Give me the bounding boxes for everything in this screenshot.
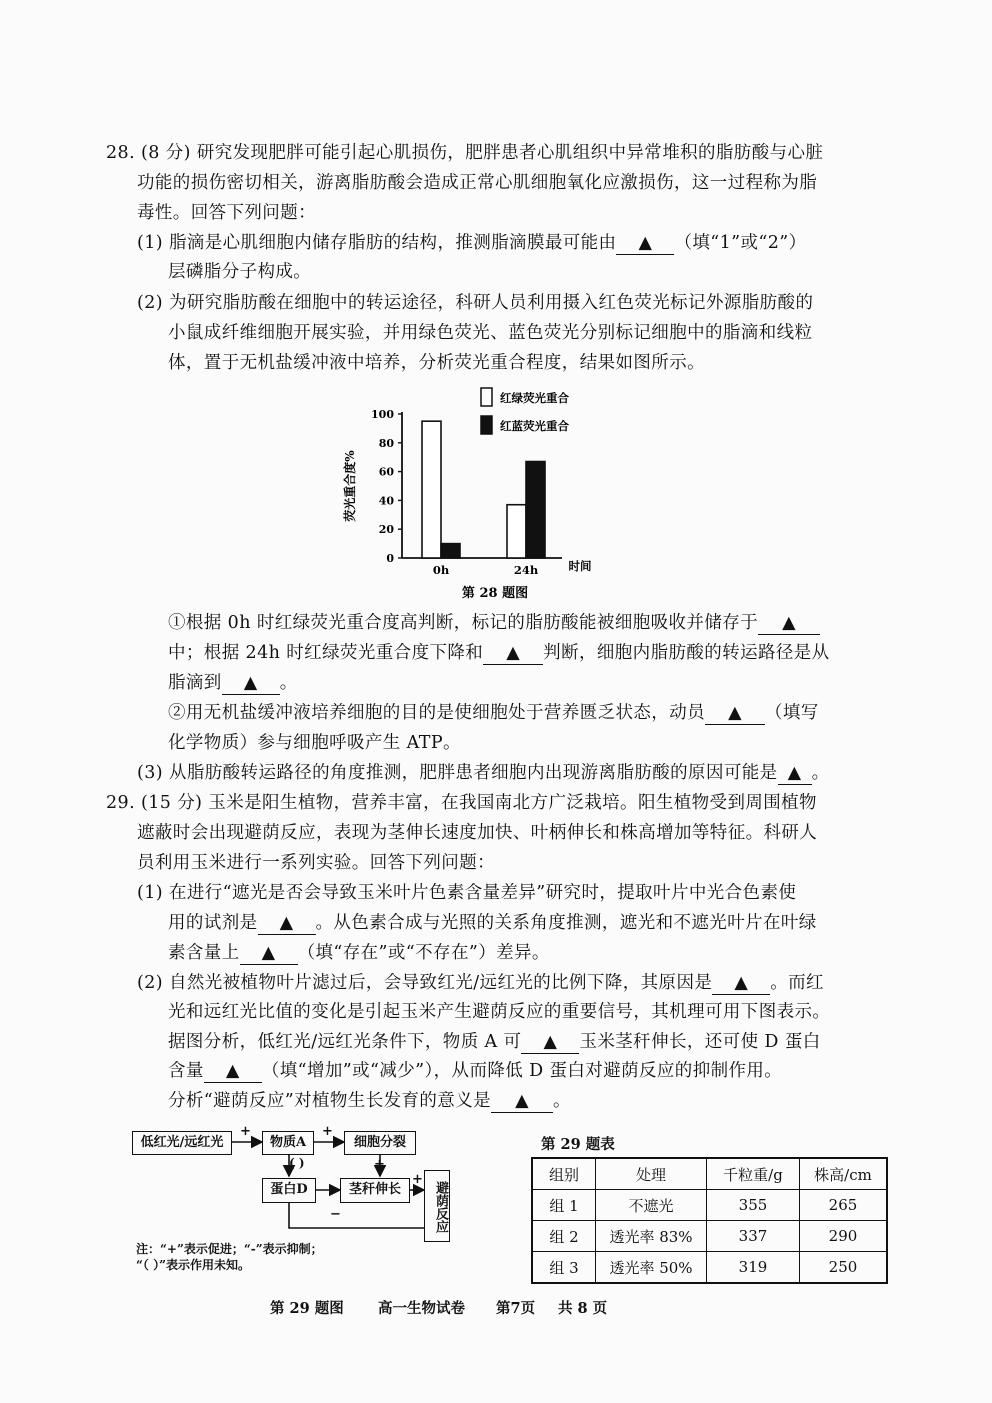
y-tick-label: 60: [378, 465, 394, 479]
plus-sign: +: [240, 1124, 251, 1139]
table-cell: 透光率 83%: [596, 1221, 707, 1252]
q28-c1-line-3: 脂滴到 ▲ 。: [168, 673, 298, 693]
table-row: [532, 1252, 887, 1284]
q29-sub2-line-2: 光和远红光比值的变化是引起玉米产生避荫反应的重要信号，其机理可用下图表示。: [168, 1002, 831, 1022]
q29-sub2-line-5: 分析“避荫反应”对植物生长发育的意义是 ▲ 。: [168, 1091, 571, 1111]
table-cell: 组 2: [532, 1221, 596, 1252]
q29-sub2-line-1: (2) 自然光被植物叶片滤过后，会导致红光/远红光的比例下降，其原因是 ▲ 。而红: [137, 973, 824, 993]
table-header: 株高/cm: [800, 1158, 888, 1190]
plus-sign: +: [374, 1157, 385, 1172]
table-title: 第 29 题表: [541, 1136, 615, 1153]
answer-blank[interactable]: ▲: [758, 612, 820, 635]
node-protein-d: 蛋白D: [262, 1178, 316, 1203]
bar-0h-series-1: [422, 421, 441, 558]
node-stem-elongation: 茎秆伸长: [340, 1178, 410, 1203]
diagram-note-2: “（ ）”表示作用未知。: [136, 1258, 250, 1272]
q29-sub1-line-2: 用的试剂是 ▲ 。从色素合成与光照的关系角度推测，遮光和不遮光叶片在叶绿: [168, 913, 817, 933]
bar-24h-series-1: [507, 505, 526, 558]
q28-sub2-line-1: (2) 为研究脂肪酸在细胞中的转运途径，科研人员利用摄入红色荧光标记外源脂肪酸的: [137, 293, 814, 313]
bar-24h-series-2: [526, 462, 545, 558]
legend-label: 红蓝荧光重合: [500, 419, 569, 433]
q28-c2-line-2: 化学物质）参与细胞呼吸产生 ATP。: [168, 733, 461, 753]
bar-0h-series-2: [441, 544, 460, 558]
footer-total: 共 8 页: [558, 1300, 608, 1317]
footer-subject: 高一生物试卷: [378, 1300, 465, 1317]
q29-table: [531, 1157, 888, 1284]
node-cell-division: 细胞分裂: [344, 1131, 416, 1155]
table-cell: 355: [707, 1190, 800, 1221]
answer-blank[interactable]: ▲: [204, 1060, 262, 1083]
q28-line-3: 毒性。回答下列问题：: [137, 203, 316, 223]
legend-swatch: [481, 388, 492, 406]
answer-blank[interactable]: ▲: [521, 1031, 579, 1054]
table-header: 处理: [596, 1158, 707, 1190]
table-header: 组别: [532, 1158, 596, 1190]
answer-blank[interactable]: ▲: [222, 672, 280, 695]
q28-sub3: (3) 从脂肪酸转运路径的角度推测，肥胖患者细胞内出现游离脂肪酸的原因可能是 ▲ 。: [137, 763, 830, 783]
answer-blank[interactable]: ▲: [258, 912, 316, 935]
table-cell: 250: [800, 1252, 888, 1284]
answer-blank[interactable]: ▲: [778, 762, 812, 785]
q28-c1-line-1: ①根据 0h 时红绿荧光重合度高判断，标记的脂肪酸能被细胞吸收并储存于 ▲: [168, 612, 820, 635]
plus-sign: +: [412, 1172, 423, 1187]
q28-sub2-line-2: 小鼠成纤维细胞开展实验，并用绿色荧光、蓝色荧光分别标记细胞中的脂滴和线粒: [168, 323, 813, 343]
q28-line-1: 28. (8 分) 研究发现肥胖可能引起心肌损伤，肥胖患者心肌组织中异常堆积的脂肪酸与心脏: [106, 143, 824, 163]
y-tick-label: 0: [386, 552, 394, 565]
diagram-note-1: 注：“+”表示促进；“-”表示抑制；: [136, 1242, 323, 1256]
q29-sub1-line-3: 素含量上 ▲ （填“存在”或“不存在”）差异。: [168, 943, 550, 963]
figure-caption-29: 第 29 题图: [270, 1300, 344, 1317]
q28-sub2-line-3: 体，置于无机盐缓冲液中培养，分析荧光重合程度，结果如图所示。: [168, 353, 705, 373]
q29-line-2: 遮蔽时会出现避荫反应，表现为茎伸长速度加快、叶柄伸长和株高增加等特征。科研人: [137, 823, 818, 843]
footer-page: 第7页: [496, 1300, 536, 1317]
node-substance-a: 物质A: [262, 1131, 314, 1155]
table-header: 千粒重/g: [707, 1158, 800, 1190]
table-cell: 337: [707, 1221, 800, 1252]
answer-blank[interactable]: ▲: [483, 642, 543, 665]
x-axis-label: 时间: [568, 559, 592, 573]
y-tick-label: 80: [378, 436, 394, 450]
unknown-sign: ( ): [289, 1156, 305, 1170]
node-shade-avoidance: 避荫反应: [424, 1170, 450, 1242]
q28-bar-chart: [330, 380, 630, 605]
minus-sign: −: [330, 1207, 341, 1222]
y-tick-label: 100: [371, 408, 394, 421]
q28-c2-line-1: ②用无机盐缓冲液培养细胞的目的是使细胞处于营养匮乏状态，动员 ▲ （填写: [168, 703, 819, 723]
x-tick-label: 0h: [432, 563, 450, 577]
table-cell: 265: [800, 1190, 888, 1221]
q28-c1-line-2: 中；根据 24h 时红绿荧光重合度下降和 ▲ 判断，细胞内脂肪酸的转运路径是从: [168, 643, 830, 663]
x-tick-label: 24h: [513, 563, 539, 577]
q29-sub1-line-1: (1) 在进行“遮光是否会导致玉米叶片色素含量差异”研究时，提取叶片中光合色素使: [137, 883, 797, 903]
q29-sub2-line-3: 据图分析，低红光/远红光条件下，物质 A 可 ▲ 玉米茎秆伸长，还可使 D 蛋白: [168, 1032, 821, 1052]
table-cell: 290: [800, 1221, 888, 1252]
answer-blank[interactable]: ▲: [491, 1090, 553, 1113]
legend-label: 红绿荧光重合: [500, 391, 569, 405]
y-axis-label: 荧光重合度%: [343, 450, 357, 522]
table-header-row: [532, 1158, 887, 1190]
q29-line-1: 29. (15 分) 玉米是阳生植物，营养丰富，在我国南北方广泛栽培。阳生植物受到周围植物: [106, 793, 817, 813]
table-cell: 组 3: [532, 1252, 596, 1284]
y-tick-label: 40: [378, 494, 394, 508]
q28-line-2: 功能的损伤密切相关，游离脂肪酸会造成正常心肌细胞氧化应激损伤，这一过程称为脂: [137, 173, 818, 193]
answer-blank[interactable]: ▲: [712, 972, 770, 995]
plus-sign: +: [322, 1124, 333, 1139]
answer-blank[interactable]: ▲: [705, 702, 765, 725]
y-tick-label: 20: [378, 523, 394, 537]
q29-sub2-line-4: 含量 ▲ （填“增加”或“减少”），从而降低 D 蛋白对避荫反应的抑制作用。: [168, 1061, 783, 1081]
table-cell: 透光率 50%: [596, 1252, 707, 1284]
q28-sub1-line-2: 层磷脂分子构成。: [168, 262, 312, 282]
legend-swatch: [481, 416, 492, 434]
table-cell: 319: [707, 1252, 800, 1284]
answer-blank[interactable]: ▲: [240, 942, 298, 965]
chart-caption: 第 28 题图: [461, 586, 529, 601]
q29-line-3: 员利用玉米进行一系列实验。回答下列问题：: [137, 853, 495, 873]
answer-blank[interactable]: ▲: [616, 232, 674, 255]
node-low-red-far-red: 低红光/远红光: [132, 1131, 232, 1155]
table-row: [532, 1221, 887, 1252]
q28-sub1-line-1: (1) 脂滴是心肌细胞内储存脂肪的结构，推测脂滴膜最可能由 ▲ （填“1”或“2”）: [137, 233, 807, 253]
table-cell: 组 1: [532, 1190, 596, 1221]
table-row: [532, 1190, 887, 1221]
table-cell: 不遮光: [596, 1190, 707, 1221]
